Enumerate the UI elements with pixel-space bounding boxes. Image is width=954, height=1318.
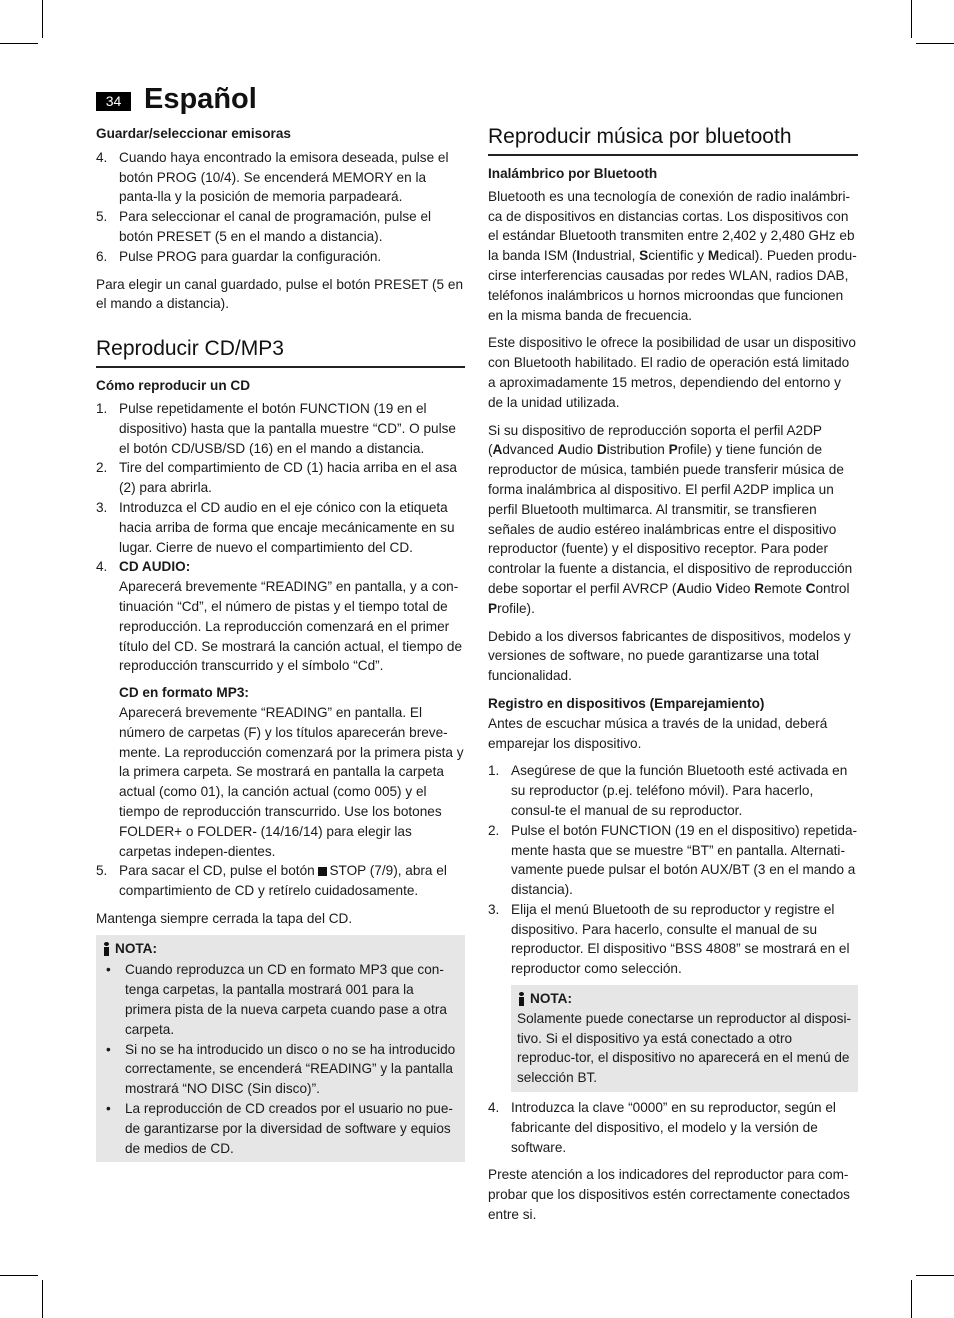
bluetooth-heading: Reproducir música por bluetooth bbox=[488, 124, 858, 156]
range-paragraph: Este dispositivo le ofrece la posibilidad de usar un dispositivo con Bluetooth habilitado. El radio de operación está limitado a aproximadamente 15 metros, dependiendo del entorno y de la unidad utilizada. bbox=[488, 335, 856, 410]
list-item: 2. Pulse el botón FUNCTION (19 en el dispositivo) repetida-mente hasta que se muestre “BT” en pantalla. Alternati-vamente puede pulsar el botón AUX/BT (3 en el mando a distancia). bbox=[488, 822, 858, 898]
right-column bbox=[488, 124, 858, 1225]
store-subheading: Guardar/seleccionar emisoras bbox=[96, 126, 291, 141]
store-paragraph: Para elegir un canal guardado, pulse el botón PRESET (5 en el mando a distancia). bbox=[96, 276, 464, 312]
note-text: Solamente puede conectarse un reproductor al disposi-tivo. Si el dispositivo ya está conectado a otro reproduc-tor, el dispositivo no aparecerá en el menú de selección BT. bbox=[517, 1010, 852, 1086]
language-title: Español bbox=[144, 83, 257, 115]
cd-steps bbox=[96, 399, 465, 901]
crop-mark bbox=[911, 1280, 912, 1318]
cd-subheading: Cómo reproducir un CD bbox=[96, 378, 251, 394]
compat-paragraph: Debido a los diversos fabricantes de dispositivos, modelos y versiones de software, no puede garantizarse una total funcionalidad. bbox=[488, 628, 851, 684]
profile-paragraph: Si su dispositivo de reproducción soporta el perfil A2DP (Advanced Audio Distribution Profile) y tiene función de reproductor de música, también puede transferir música de forma inalámbrica al dispositivo. El perfil A2DP implica un perfil Bluetooth multimarca. Al transmitir, se transfieren señales de audio estéreo inalámbricas entre el dispositivo reproductor (fuente) y el dispositivo receptor. Para poder controlar la fuente a distancia, el dispositivo de reproducción debe soportar el perfil AVRCP (Audio Video Remote Control Profile). bbox=[488, 422, 853, 616]
note-title: NOTA: bbox=[115, 940, 158, 956]
crop-mark bbox=[916, 1275, 954, 1276]
crop-mark bbox=[916, 43, 954, 44]
note-title: NOTA: bbox=[530, 991, 573, 1007]
list-item: 3. Introduzca el CD audio en el eje cónico con la etiqueta hacia arriba de forma que encaje mecánicamente en su lugar. Cierre de nuevo el compartimiento del CD. bbox=[96, 499, 455, 555]
pairing-subheading: Registro en dispositivos (Emparejamiento) bbox=[488, 695, 765, 711]
pairing-intro: Antes de escuchar música a través de la unidad, deberá emparejar los dispositivo. bbox=[488, 715, 828, 751]
list-item: 1. Asegúrese de que la función Bluetooth esté activada en su reproductor (p.ej. teléfono móvil). Para hacerlo, consul-te el manual de su reproductor. bbox=[488, 763, 848, 818]
list-item: 6. Pulse PROG para guardar la configuración. bbox=[96, 248, 382, 264]
cd-paragraph: Mantenga siempre cerrada la tapa del CD. bbox=[96, 910, 353, 926]
note-list bbox=[102, 960, 459, 1158]
list-item: 4. Cuando haya encontrado la emisora deseada, pulse el botón PROG (10/4). Se encenderá MEMORY en la panta-lla y la posición de memoria parpadeará. bbox=[96, 149, 449, 205]
list-item: • Cuando reproduzca un CD en formato MP3 que con-tenga carpetas, la pantalla mostrará 001 para la primera pista de la nueva carpeta cuando pase a otra carpeta. bbox=[102, 960, 459, 1039]
bluetooth-paragraph: Bluetooth es una tecnología de conexión de radio inalámbri-ca de dispositivos en distancias cortas. Los dispositivos con el estándar Bluetooth transmiten entre 2,402 y 2,480 GHz eb la banda ISM (Industrial, Scientific y Medical). Pueden produ-cirse interferencias causadas por redes WLAN, radios DAB, teléfonos inalámbricos u hornos microondas que funcionen en la misma banda de frecuencia. bbox=[488, 188, 857, 323]
crop-mark bbox=[42, 1280, 43, 1318]
list-item: 3. Elija el menú Bluetooth de su reproductor y registre el dispositivo. Para hacerlo, consulte el manual de su reproductor. El dispositivo “BSS 4808” se mostrará en el reproductor como selección. NOTA: Solamente puede conectarse un reproductor al disposi-tivo. Si el dispositivo ya está conectado a otro reproduc-tor, el dispositivo no aparecerá en el menú de selección BT. bbox=[488, 900, 858, 1092]
list-item: • Si no se ha introducido un disco o no se ha introducido correctamente, se encenderá “READING” y la pantalla mostrará “NO DISC (Sin disco)”. bbox=[102, 1040, 459, 1099]
note-box bbox=[96, 935, 465, 1163]
crop-mark bbox=[0, 43, 38, 44]
list-item: 4. Introduzca la clave “0000” en su reproductor, según el fabricante del dispositivo, el modelo y la versión de software. bbox=[488, 1100, 836, 1155]
cd-heading: Reproducir CD/MP3 bbox=[96, 336, 465, 368]
left-column bbox=[96, 124, 465, 1162]
list-item: 5. Para sacar el CD, pulse el botón STOP (7/9), abra el compartimiento de CD y retírelo cuidadosamente. bbox=[96, 863, 447, 899]
final-paragraph: Preste atención a los indicadores del reproductor para com-probar que los dispositivos estén correctamente conectados entre si. bbox=[488, 1167, 850, 1223]
crop-mark bbox=[0, 1275, 38, 1276]
crop-mark bbox=[911, 0, 912, 38]
cd-audio-label: CD AUDIO: bbox=[119, 559, 191, 575]
info-icon bbox=[517, 992, 526, 1006]
list-item: 4. CD AUDIO: Aparecerá brevemente “READING” en pantalla, y a con-tinuación “Cd”, el número de pistas y el tiempo total de reproducción. La reproducción comenzará en el primer título del CD. Se mostrará la canción actual, el tiempo de reproducción transcurrido y el símbolo “Cd”. CD en formato MP3: Aparecerá brevemente “READING” en pantalla. El número de carpetas (F) y los títulos aparecerán breve-mente. La reproducción comenzará por la primera pista y la primera carpeta. Se mostrará en pantalla la carpeta actual (como 01), la canción actual (como 005) y el tiempo de reproducción transcurrido. Use los botones FOLDER+ o FOLDER- (14/16/14) para elegir las carpetas indepen-dientes. bbox=[96, 559, 464, 859]
info-icon bbox=[102, 942, 111, 956]
crop-mark bbox=[42, 0, 43, 38]
wireless-subheading: Inalámbrico por Bluetooth bbox=[488, 166, 658, 181]
list-item: 5. Para seleccionar el canal de programación, pulse el botón PRESET (5 en el mando a distancia). bbox=[96, 209, 432, 244]
stop-icon bbox=[318, 867, 327, 876]
page-number: 34 bbox=[96, 92, 131, 111]
pairing-steps bbox=[488, 761, 858, 1157]
list-item: • La reproducción de CD creados por el usuario no pue-de garantizarse por la diversidad de software y equios de medios de CD. bbox=[102, 1099, 459, 1158]
pairing-note-box bbox=[511, 985, 858, 1092]
list-item: 1. Pulse repetidamente el botón FUNCTION (19 en el dispositivo) hasta que la pantalla muestre “CD”. O pulse el botón CD/USB/SD (16) en el mando a distancia. bbox=[96, 400, 456, 456]
cd-mp3-label: CD en formato MP3: bbox=[119, 685, 249, 701]
store-steps bbox=[96, 148, 465, 267]
list-item: 2. Tire del compartimiento de CD (1) hacia arriba en el asa (2) para abrirla. bbox=[96, 460, 457, 496]
